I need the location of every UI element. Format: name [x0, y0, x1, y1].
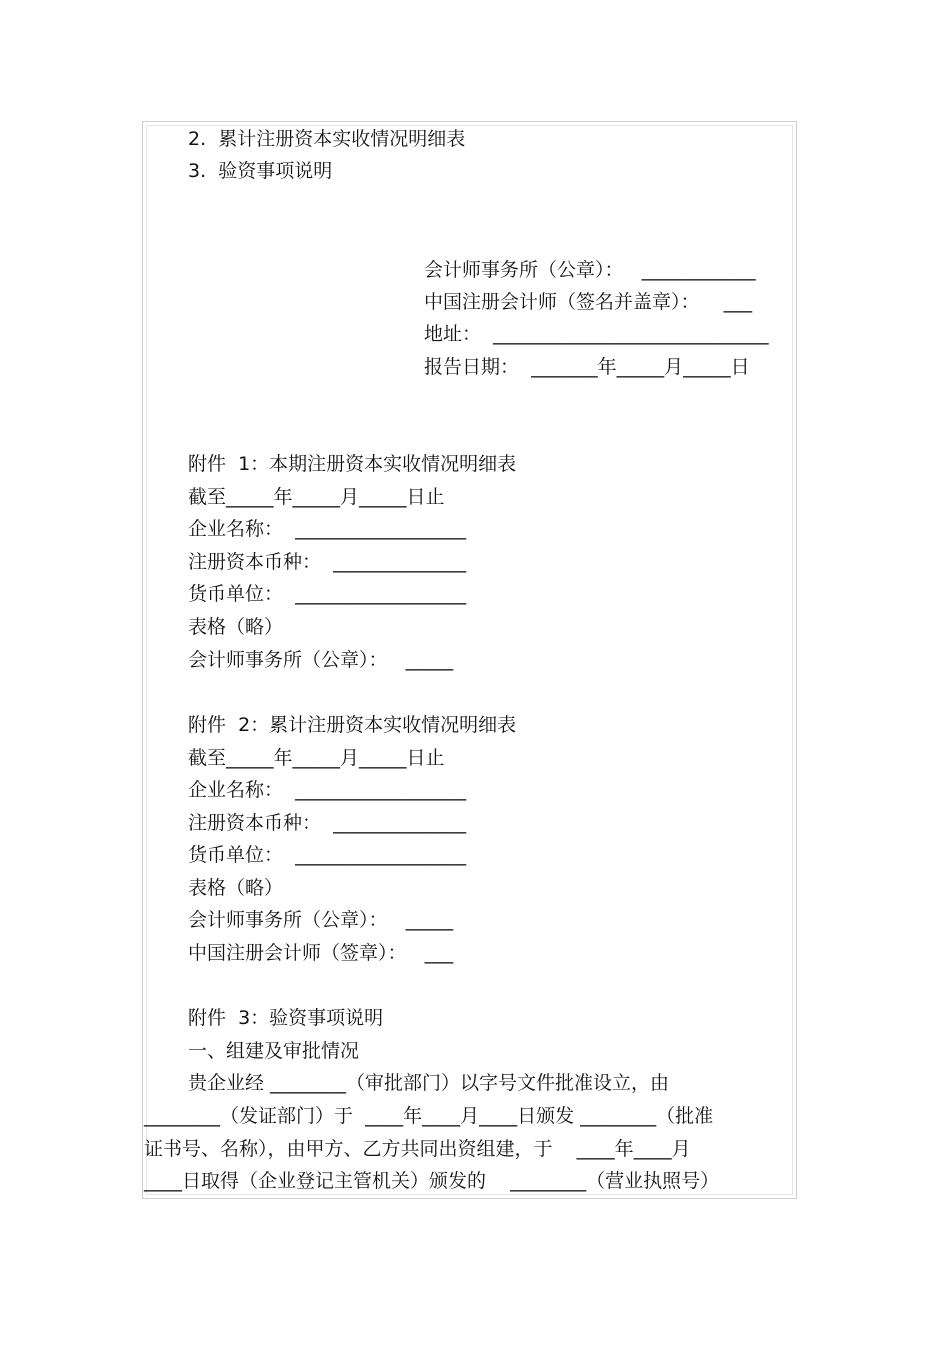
attachment2-currency-type: 注册资本币种： ______________	[188, 812, 467, 834]
attachment2-as-of: 截至_____年_____月_____日止	[188, 747, 445, 769]
attachment1-currency-unit: 货币单位： __________________	[188, 583, 467, 605]
attachment1-table-omitted: 表格（略）	[188, 616, 284, 638]
attachment1-currency-type: 注册资本币种： ______________	[188, 551, 467, 573]
attachment1-company-name: 企业名称： __________________	[188, 518, 467, 540]
paragraph-line-2: ________（发证部门）于 ____年____月____日颁发 ________（批准	[144, 1105, 714, 1127]
paragraph-line-4: ____日取得（企业登记主管机关）颁发的 ________（营业执照号）	[144, 1170, 720, 1192]
attachment2-currency-unit: 货币单位： __________________	[188, 844, 467, 866]
address-line: 地址： _____________________________	[424, 323, 769, 345]
attachment2-cpa-sign: 中国注册会计师（签章）： ___	[188, 942, 454, 964]
cpa-sign-line: 中国注册会计师（签名并盖章）： ___	[424, 291, 753, 313]
paragraph-line-1: 贵企业经 ________（审批部门）以字号文件批准设立，由	[188, 1072, 670, 1094]
firm-seal-line: 会计师事务所（公章）： ____________	[424, 259, 756, 281]
attachment1-title: 附件 1：本期注册资本实收情况明细表	[188, 453, 517, 475]
list-item-2: 2. 累计注册资本实收情况明细表	[188, 128, 466, 150]
attachment2-company-name: 企业名称： __________________	[188, 779, 467, 801]
paragraph-line-3: 证书号、名称），由甲方、乙方共同出资组建，于 ____年____月	[144, 1138, 691, 1160]
attachment2-title: 附件 2：累计注册资本实收情况明细表	[188, 714, 517, 736]
section1-heading: 一、组建及审批情况	[188, 1040, 360, 1062]
attachment3-title: 附件 3：验资事项说明	[188, 1007, 384, 1029]
attachment1-firm-seal: 会计师事务所（公章）： _____	[188, 649, 454, 671]
attachment2-firm-seal: 会计师事务所（公章）： _____	[188, 909, 454, 931]
attachment2-table-omitted: 表格（略）	[188, 877, 284, 899]
report-date-line: 报告日期： _______年_____月_____日	[424, 356, 750, 378]
attachment1-as-of: 截至_____年_____月_____日止	[188, 486, 445, 508]
list-item-3: 3. 验资事项说明	[188, 160, 333, 182]
